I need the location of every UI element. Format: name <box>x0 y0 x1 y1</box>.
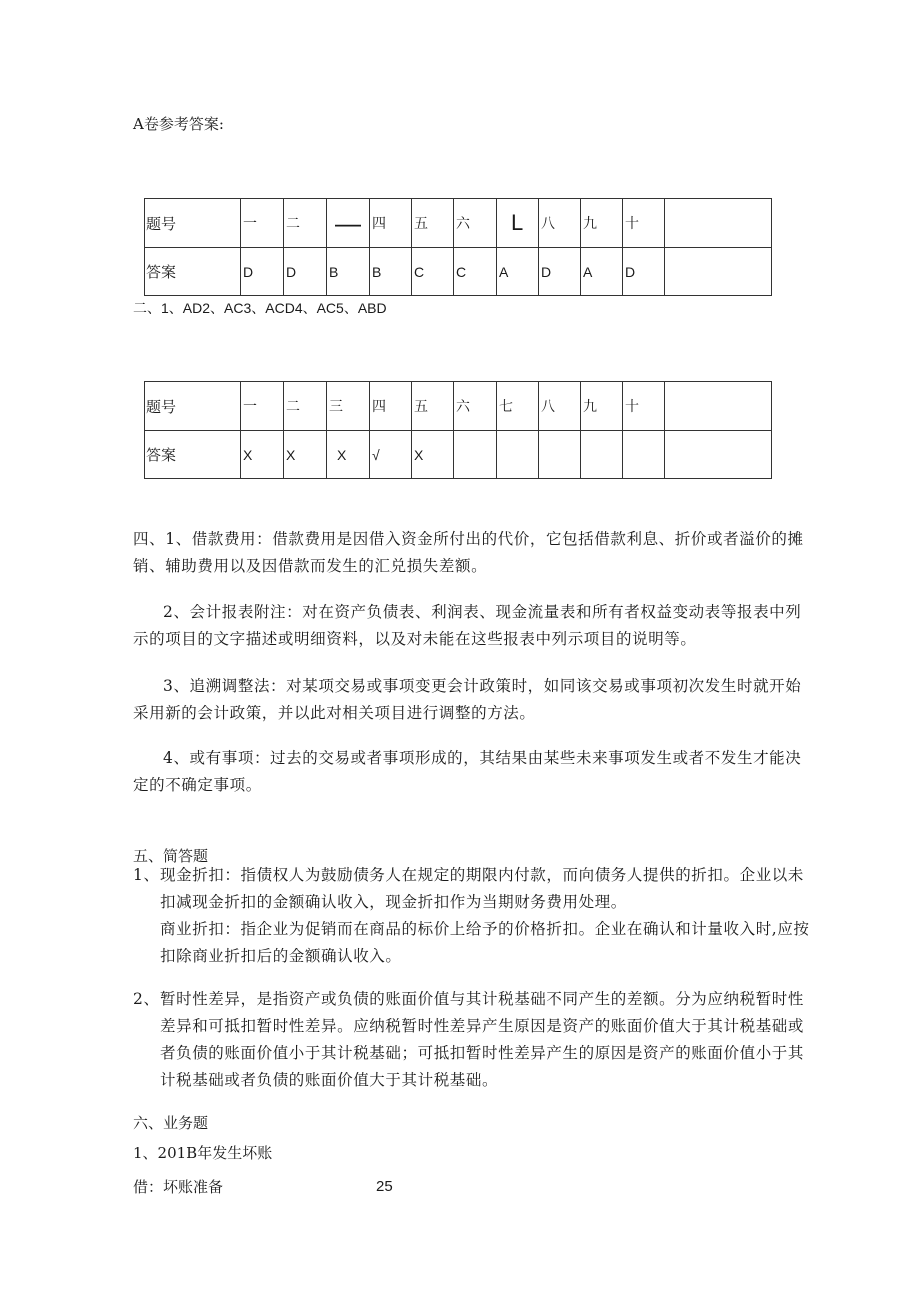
answer-cell <box>454 431 497 479</box>
answer-cell <box>665 248 772 296</box>
answer-table-2 <box>144 381 772 479</box>
question-number-cell: 二 <box>284 199 327 248</box>
definition-line: 四、1、借款费用：借款费用是因借入资金所付出的代价，它包括借款利息、折价或者溢价的摊 <box>133 530 804 548</box>
answer-line: 者负债的账面价值小于其计税基础；可抵扣暂时性差异产生的原因是资产的账面价值小于其 <box>160 1044 805 1062</box>
question-number-cell: 六 <box>454 199 497 248</box>
definition-paragraph-4 <box>133 745 801 799</box>
question-number-cell: 七 <box>497 382 539 431</box>
question-number-cell: L <box>497 199 539 248</box>
question-number-cell: 五 <box>412 382 454 431</box>
answer-cell <box>497 431 539 479</box>
question-number-cell: — <box>327 199 370 248</box>
answer-cell: D <box>241 248 284 296</box>
page-title: A卷参考答案: <box>133 115 224 133</box>
definition-line: 3、追溯调整法：对某项交易或事项变更会计政策时，如同该交易或事项初次发生时就开始 <box>163 677 802 695</box>
answer-cell: C <box>454 248 497 296</box>
question-number-cell: 一 <box>241 382 284 431</box>
question-number-cell <box>665 382 772 431</box>
definition-line: 销、辅助费用以及因借款而发生的汇兑损失差额。 <box>133 557 488 575</box>
journal-entry-label: 借：坏账准备 <box>133 1178 224 1196</box>
answer-cell: B <box>327 248 370 296</box>
question-number-cell: 十 <box>623 382 665 431</box>
question-number-cell: 九 <box>581 382 623 431</box>
answer-cell <box>539 431 581 479</box>
section-6-heading: 六、业务题 <box>133 1114 209 1132</box>
definition-line: 2、会计报表附注：对在资产负债表、利润表、现金流量表和所有者权益变动表等报表中列 <box>163 603 802 621</box>
question-number: 1、 <box>133 866 160 884</box>
answer-cell: X <box>412 431 454 479</box>
section-2-answers: 二、1、AD2、AC3、ACD4、AC5、ABD <box>133 300 387 316</box>
answer-line: 扣除商业折扣后的金额确认收入。 <box>160 947 402 965</box>
question-number-cell: 十 <box>623 199 665 248</box>
answer-cell: D <box>623 248 665 296</box>
question-number-cell: 八 <box>539 382 581 431</box>
definition-paragraph-2 <box>133 599 801 653</box>
answer-line: 扣减现金折扣的金额确认收入，现金折扣作为当期财务费用处理。 <box>160 893 627 911</box>
answer-cell: √ <box>370 431 412 479</box>
question-number-cell: 八 <box>539 199 581 248</box>
question-number-cell: 一 <box>241 199 284 248</box>
answer-line: 现金折扣：指债权人为鼓励债务人在规定的期限内付款，而向债务人提供的折扣。企业以未 <box>160 866 805 884</box>
header-label-cell: 题号 <box>145 199 241 248</box>
definition-line: 采用新的会计政策，并以此对相关项目进行调整的方法。 <box>133 704 536 722</box>
question-number-cell: 三 <box>327 382 370 431</box>
answer-cell: X <box>327 431 370 479</box>
answer-cell <box>665 431 772 479</box>
answer-cell: D <box>539 248 581 296</box>
answer-cell: B <box>370 248 412 296</box>
answer-table-1 <box>144 198 772 296</box>
section-5-heading: 五、简答题 <box>133 847 209 865</box>
definition-line: 4、或有事项：过去的交易或者事项形成的，其结果由某些未来事项发生或者不发生才能决 <box>163 749 802 767</box>
answer-line: 暂时性差异，是指资产或负债的账面价值与其计税基础不同产生的差额。分为应纳税暂时性 <box>160 990 805 1008</box>
answer-cell <box>581 431 623 479</box>
answer-line: 差异和可抵扣暂时性差异。应纳税暂时性差异产生原因是资产的账面价值大于其计税基础或 <box>160 1017 805 1035</box>
answer-cell: C <box>412 248 454 296</box>
answer-cell: A <box>581 248 623 296</box>
question-number-cell: 四 <box>370 199 412 248</box>
question-number-cell <box>665 199 772 248</box>
business-item-1: 1、201B年发生坏账 <box>133 1144 273 1162</box>
answer-line: 商业折扣：指企业为促销而在商品的标价上给予的价格折扣。企业在确认和计量收入时,应按 <box>160 920 810 938</box>
answer-cell: X <box>284 431 327 479</box>
definition-line: 示的项目的文字描述或明细资料，以及对未能在这些报表中列示项目的说明等。 <box>133 630 697 648</box>
short-answer-1 <box>133 862 810 970</box>
question-number: 2、 <box>133 990 160 1008</box>
question-number-cell: 九 <box>581 199 623 248</box>
journal-entry-amount: 25 <box>376 1178 393 1195</box>
question-number-cell: 二 <box>284 382 327 431</box>
definition-line: 定的不确定事项。 <box>133 776 262 794</box>
answer-cell: A <box>497 248 539 296</box>
answer-line: 计税基础或者负债的账面价值大于其计税基础。 <box>160 1071 499 1089</box>
definition-paragraph-3 <box>133 673 801 727</box>
answer-label-cell: 答案 <box>145 431 241 479</box>
answer-cell: D <box>284 248 327 296</box>
question-number-cell: 六 <box>454 382 497 431</box>
answer-cell: X <box>241 431 284 479</box>
question-number-cell: 五 <box>412 199 454 248</box>
question-number-cell: 四 <box>370 382 412 431</box>
answer-label-cell: 答案 <box>145 248 241 296</box>
definition-paragraph-1 <box>133 526 804 580</box>
header-label-cell: 题号 <box>145 382 241 431</box>
answer-cell <box>623 431 665 479</box>
short-answer-2 <box>133 986 804 1094</box>
